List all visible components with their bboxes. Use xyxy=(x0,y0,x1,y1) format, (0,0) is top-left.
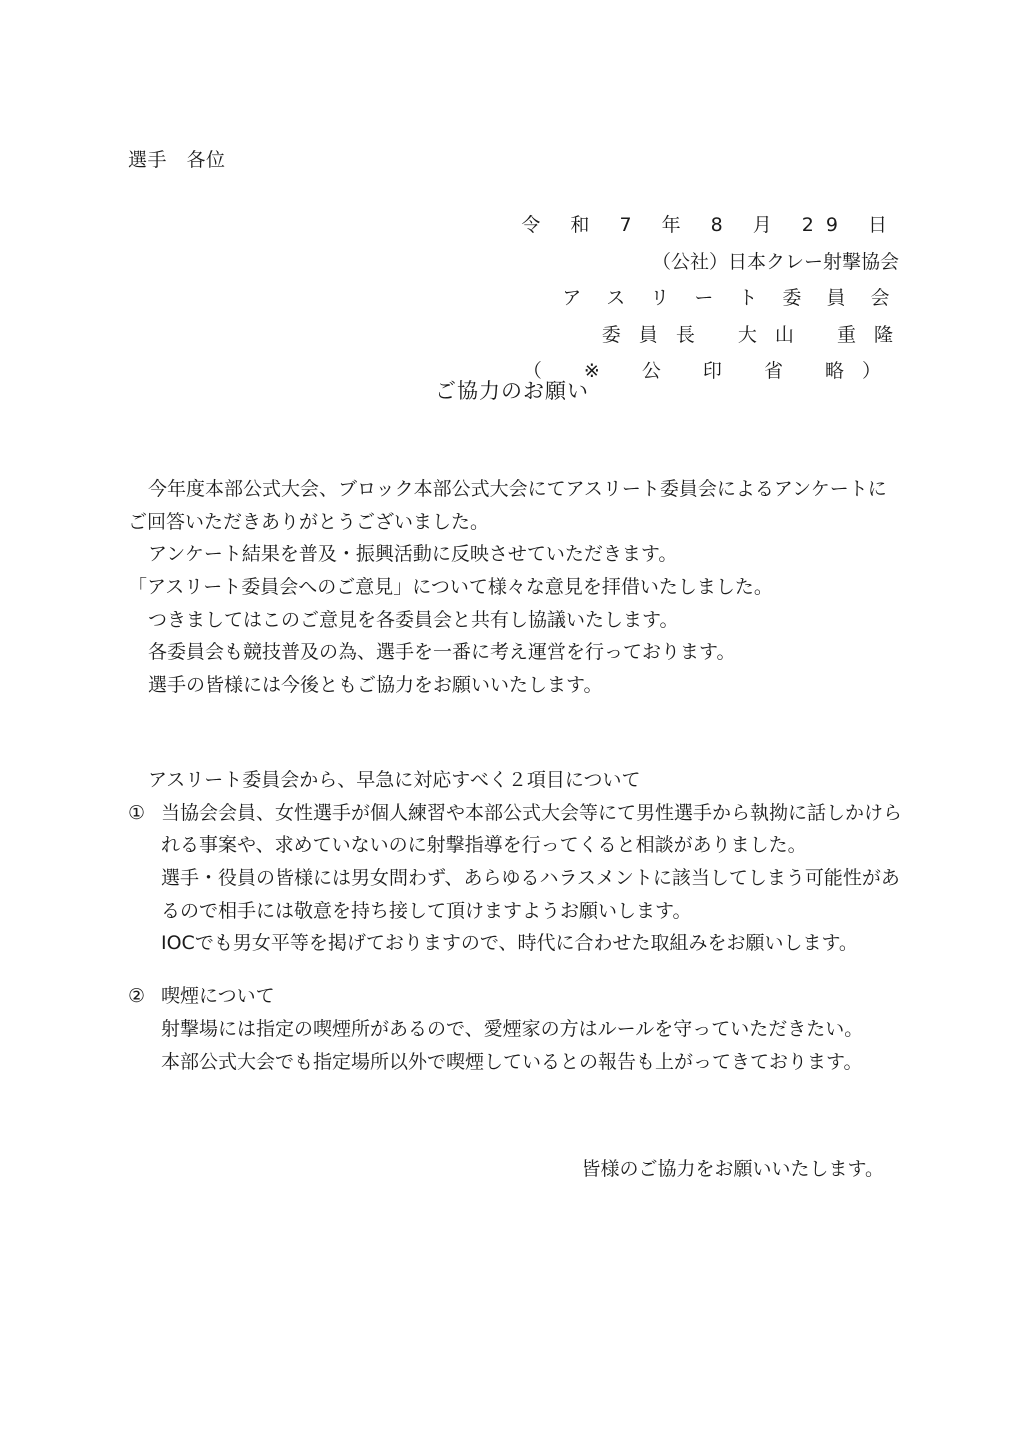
issue-date: 令 和 7 年 8 月 29 日 xyxy=(521,214,899,236)
document-title: ご協力のお願い xyxy=(435,379,589,403)
addressee: 選手 各位 xyxy=(128,149,226,171)
body-line: 各委員会も競技普及の為、選手を一番に考え運営を行っております。 xyxy=(148,641,736,664)
request-items xyxy=(128,764,918,1078)
body-line: ご回答いただきありがとうございました。 xyxy=(128,510,490,533)
item-2-marker: ② xyxy=(128,985,146,1008)
item-1-line: 選手・役員の皆様には男女問わず、あらゆるハラスメントに該当してしまう可能性があ xyxy=(161,867,900,890)
committee-chair: 委 員 長 大 山 重 隆 xyxy=(601,323,899,346)
body-paragraph xyxy=(128,473,918,702)
closing-remark: 皆様のご協力をお願いいたします。 xyxy=(581,1158,884,1180)
item-1-text: 当協会会員、女性選手が個人練習や本部公式大会等にて男性選手から執拗に話しかけら xyxy=(161,801,903,824)
body-line: 今年度本部公式大会、ブロック本部公式大会にてアスリート委員会によるアンケートに xyxy=(148,478,887,500)
item-1-line xyxy=(128,797,918,830)
item-1-marker: ① xyxy=(128,801,146,824)
item-spacer xyxy=(128,960,918,980)
item-2-line: 本部公式大会でも指定場所以外で喫煙しているとの報告も上がってきております。 xyxy=(161,1050,863,1073)
item-1-line: るので相手には敬意を持ち接して頂けますようお願いします。 xyxy=(161,899,692,922)
sender-block xyxy=(521,207,899,390)
item-2-line xyxy=(128,980,918,1013)
body-line: つきましてはこのご意見を各委員会と共有し協議いたします。 xyxy=(148,608,679,631)
item-2-heading: 喫煙について xyxy=(161,985,275,1008)
body-line: 選手の皆様には今後ともご協力をお願いいたします。 xyxy=(148,674,603,697)
committee-name: ア ス リ ー ト 委 員 会 xyxy=(562,287,899,309)
item-1-line: IOCでも男女平等を掲げておりますので、時代に合わせた取組みをお願いします。 xyxy=(161,932,858,955)
section-intro: アスリート委員会から、早急に対応すべく２項目について xyxy=(148,769,641,791)
item-1-line: れる事案や、求めていないのに射撃指導を行ってくると相談がありました。 xyxy=(161,834,807,857)
body-line: アンケート結果を普及・振興活動に反映させていただきます。 xyxy=(148,543,678,566)
body-line: 「アスリート委員会へのご意見」について様々な意見を拝借いたしました。 xyxy=(128,576,773,599)
seal-note: （ ※ 公 印 省 略） xyxy=(522,360,899,382)
organization-name: （公社）日本クレー射撃協会 xyxy=(651,250,899,273)
item-2-line: 射撃場には指定の喫煙所があるので、愛煙家の方はルールを守っていただきたい。 xyxy=(161,1017,864,1040)
